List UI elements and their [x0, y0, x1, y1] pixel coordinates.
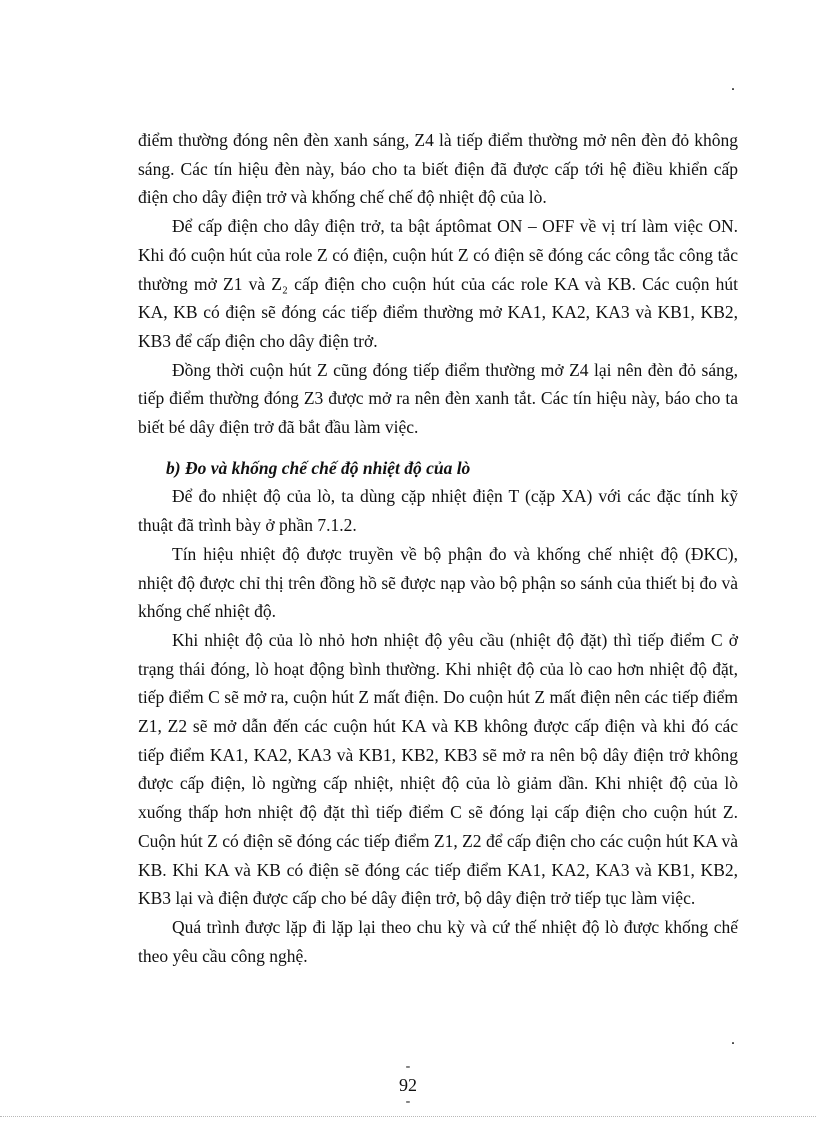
header-mark: .: [731, 77, 735, 94]
bottom-rule: [0, 1116, 816, 1117]
footer-dash-bottom: -: [405, 1094, 411, 1109]
body-paragraph: Để cấp điện cho dây điện trở, ta bật áptômat ON – OFF về vị trí làm việc ON. Khi đó cuộn hút của role Z có điện, cuộn hút Z có điện sẽ đóng các công tắc công tắc thường mở Z1 và Z₂ cấp điện cho cuộn hút của các role KA và KB. Các cuộn hút KA, KB có điện sẽ đóng các tiếp điểm thường mở KA1, KA2, KA3 và KB1, KB2, KB3 để cấp điện cho dây điện trở.: [138, 216, 738, 351]
body-paragraph: Đồng thời cuộn hút Z cũng đóng tiếp điểm thường mở Z4 lại nên đèn đỏ sáng, tiếp điểm thường đóng Z3 được mở ra nên đèn xanh tắt. Các tín hiệu này, báo cho ta biết bé dây điện trở đã bắt đầu làm việc.: [138, 359, 738, 438]
body-paragraph: Khi nhiệt độ của lò nhỏ hơn nhiệt độ yêu cầu (nhiệt độ đặt) thì tiếp điểm C ở trạng thái đóng, lò hoạt động bình thường. Khi nhiệt độ của lò cao hơn nhiệt độ đặt, tiếp điểm C sẽ mở ra, cuộn hút Z mất điện. Do cuộn hút Z mất điện nên các tiếp điểm Z1, Z2 sẽ mở dẫn đến các cuộn hút KA và KB không được cấp điện và khi đó các tiếp điểm KA1, KA2, KA3 và KB1, KB2, KB3 sẽ mở ra nên bộ dây điện trở không được cấp điện, lò ngừng cấp nhiệt, nhiệt độ của lò giảm dần. Khi nhiệt độ của lò xuống thấp hơn nhiệt độ đặt thì tiếp điểm C sẽ đóng lại cấp điện cho cuộn hút Z. Cuộn hút Z có điện sẽ đóng các tiếp điểm Z1, Z2 để cấp điện cho các cuộn hút KA và KB. Khi KA và KB có điện sẽ đóng các tiếp điểm KA1, KA2, KA3 và KB1, KB2, KB3 lại và điện được cấp cho bé dây điện trở, bộ dây điện trở tiếp tục làm việc.: [138, 629, 738, 909]
section-heading: b) Đo và khống chế chế độ nhiệt độ của lò: [166, 457, 471, 478]
page-body: [138, 126, 738, 970]
body-paragraph: Quá trình được lặp đi lặp lại theo chu kỳ và cứ thế nhiệt độ lò được khống chế theo yêu cầu công nghệ.: [138, 916, 738, 966]
body-paragraph: điểm thường đóng nên đèn xanh sáng, Z4 là tiếp điểm thường mở nên đèn đỏ không sáng. Các tín hiệu đèn này, báo cho ta biết điện đã được cấp tới hệ điều khiển cấp điện cho dây điện trở và khống chế chế độ nhiệt độ của lò.: [138, 130, 738, 208]
footer-mark: .: [731, 1031, 735, 1048]
body-paragraph: Tín hiệu nhiệt độ được truyền về bộ phận đo và khống chế nhiệt độ (ĐKC), nhiệt độ được chỉ thị trên đồng hồ sẽ được nạp vào bộ phận so sánh của thiết bị đo và khống chế nhiệt độ.: [138, 543, 738, 622]
footer-dash-top: -: [405, 1059, 411, 1074]
page-number: 92: [399, 1075, 417, 1095]
body-paragraph: Để đo nhiệt độ của lò, ta dùng cặp nhiệt điện T (cặp XA) với các đặc tính kỹ thuật đã trình bày ở phần 7.1.2.: [138, 486, 738, 536]
